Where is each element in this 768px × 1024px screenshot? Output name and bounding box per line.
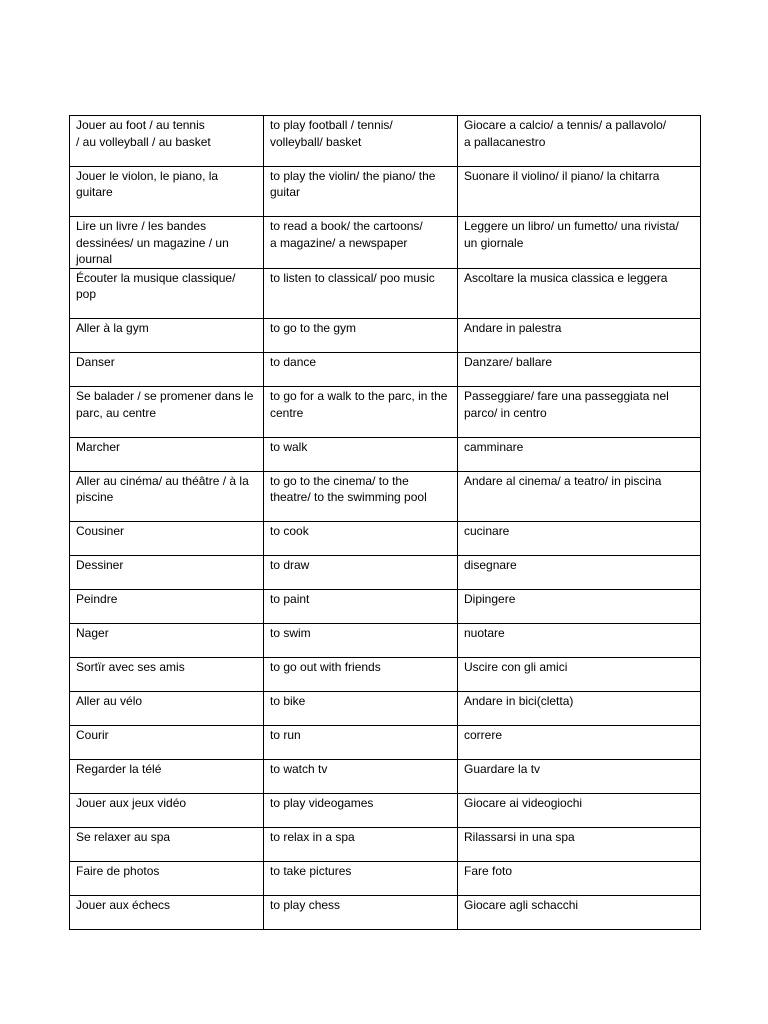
table-row <box>70 556 701 590</box>
italian-cell: Uscire con gli amici <box>458 658 701 692</box>
table-row <box>70 624 701 658</box>
table-row <box>70 760 701 794</box>
english-cell: to play the violin/ the piano/ the guitar <box>264 166 458 217</box>
table-row <box>70 166 701 217</box>
french-cell: Sortïr avec ses amis <box>70 658 264 692</box>
french-cell: Peindre <box>70 590 264 624</box>
italian-cell: Passeggiare/ fare una passeggiata nel parco/ in centro <box>458 387 701 438</box>
italian-cell: Andare in palestra <box>458 319 701 353</box>
table-row <box>70 794 701 828</box>
french-cell: Faire de photos <box>70 862 264 896</box>
table-row <box>70 590 701 624</box>
french-cell: Regarder la télé <box>70 760 264 794</box>
table-row <box>70 828 701 862</box>
table-row <box>70 692 701 726</box>
italian-cell: Danzare/ ballare <box>458 353 701 387</box>
french-cell: Marcher <box>70 437 264 471</box>
table-row <box>70 896 701 930</box>
italian-cell: disegnare <box>458 556 701 590</box>
table-row <box>70 116 701 167</box>
french-cell: Lire un livre / les bandes dessinées/ un magazine / un journal <box>70 217 264 269</box>
french-cell: Courir <box>70 726 264 760</box>
english-cell: to relax in a spa <box>264 828 458 862</box>
english-cell: to walk <box>264 437 458 471</box>
italian-cell: Rilassarsi in una spa <box>458 828 701 862</box>
vocabulary-table-body <box>70 116 701 930</box>
table-row <box>70 387 701 438</box>
english-cell: to run <box>264 726 458 760</box>
table-row <box>70 522 701 556</box>
table-row <box>70 437 701 471</box>
table-row <box>70 353 701 387</box>
italian-cell: Giocare a calcio/ a tennis/ a pallavolo/ a pallacanestro <box>458 116 701 167</box>
table-row <box>70 726 701 760</box>
french-cell: Aller au vélo <box>70 692 264 726</box>
english-cell: to dance <box>264 353 458 387</box>
italian-cell: nuotare <box>458 624 701 658</box>
italian-cell: Andare in bici(cletta) <box>458 692 701 726</box>
french-cell: Dessiner <box>70 556 264 590</box>
english-cell: to take pictures <box>264 862 458 896</box>
french-cell: Nager <box>70 624 264 658</box>
french-cell: Jouer aux échecs <box>70 896 264 930</box>
italian-cell: correre <box>458 726 701 760</box>
english-cell: to play chess <box>264 896 458 930</box>
italian-cell: Dipingere <box>458 590 701 624</box>
english-cell: to listen to classical/ poo music <box>264 268 458 319</box>
french-cell: Aller à la gym <box>70 319 264 353</box>
french-cell: Écouter la musique classique/ pop <box>70 268 264 319</box>
english-cell: to bike <box>264 692 458 726</box>
italian-cell: Guardare la tv <box>458 760 701 794</box>
italian-cell: cucinare <box>458 522 701 556</box>
english-cell: to cook <box>264 522 458 556</box>
french-cell: Jouer au foot / au tennis / au volleyball / au basket <box>70 116 264 167</box>
french-cell: Jouer aux jeux vidéo <box>70 794 264 828</box>
italian-cell: Giocare agli schacchi <box>458 896 701 930</box>
vocabulary-table <box>69 115 701 930</box>
italian-cell: Leggere un libro/ un fumetto/ una rivista/ un giornale <box>458 217 701 269</box>
english-cell: to play videogames <box>264 794 458 828</box>
english-cell: to go for a walk to the parc, in the centre <box>264 387 458 438</box>
french-cell: Jouer le violon, le piano, la guitare <box>70 166 264 217</box>
italian-cell: Giocare ai videogiochi <box>458 794 701 828</box>
french-cell: Se relaxer au spa <box>70 828 264 862</box>
table-row <box>70 471 701 522</box>
french-cell: Aller au cinéma/ au théâtre / à la piscine <box>70 471 264 522</box>
italian-cell: Ascoltare la musica classica e leggera <box>458 268 701 319</box>
table-row <box>70 658 701 692</box>
french-cell: Cousiner <box>70 522 264 556</box>
english-cell: to paint <box>264 590 458 624</box>
table-row <box>70 217 701 269</box>
table-row <box>70 319 701 353</box>
french-cell: Danser <box>70 353 264 387</box>
english-cell: to go to the cinema/ to the theatre/ to the swimming pool <box>264 471 458 522</box>
english-cell: to watch tv <box>264 760 458 794</box>
english-cell: to read a book/ the cartoons/ a magazine/ a newspaper <box>264 217 458 269</box>
english-cell: to swim <box>264 624 458 658</box>
italian-cell: camminare <box>458 437 701 471</box>
italian-cell: Suonare il violino/ il piano/ la chitarra <box>458 166 701 217</box>
table-row <box>70 268 701 319</box>
italian-cell: Fare foto <box>458 862 701 896</box>
french-cell: Se balader / se promener dans le parc, au centre <box>70 387 264 438</box>
italian-cell: Andare al cinema/ a teatro/ in piscina <box>458 471 701 522</box>
english-cell: to draw <box>264 556 458 590</box>
table-row <box>70 862 701 896</box>
english-cell: to go to the gym <box>264 319 458 353</box>
english-cell: to go out with friends <box>264 658 458 692</box>
english-cell: to play football / tennis/ volleyball/ basket <box>264 116 458 167</box>
